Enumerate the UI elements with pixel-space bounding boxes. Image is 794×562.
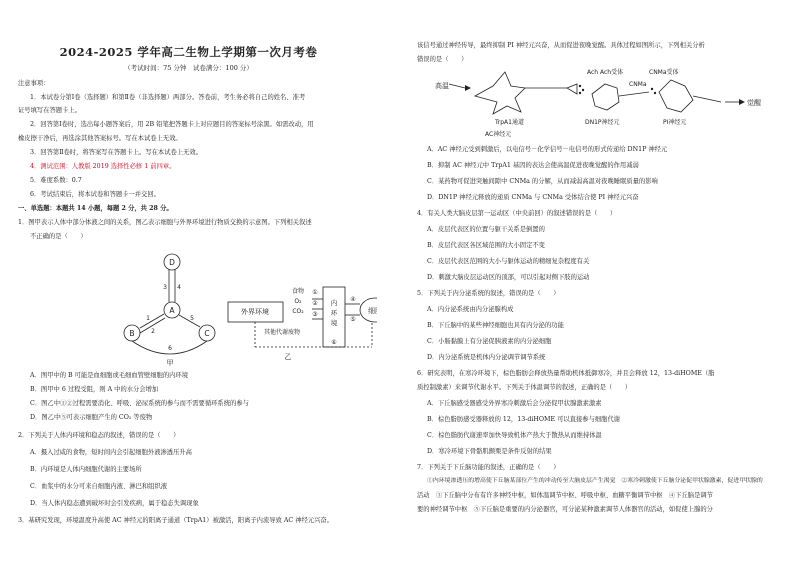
q6-option-d: D．寒冷环境下骨骼肌颤栗是条件反射的结果 xyxy=(427,448,552,455)
q2-option-d: D．当人体内稳态遭到破坏时会引发疾病，属于稳态失调现象 xyxy=(30,500,199,507)
q3-stem-cont-2: 错误的是（ ） xyxy=(417,56,468,63)
high-temp-label: 高温 xyxy=(435,82,449,90)
wake-label: 觉醒 xyxy=(747,99,761,107)
q4-option-b: B．皮层代表区各区域范围的大小固定不变 xyxy=(427,242,545,249)
q3-stem-cont: 该信号通过神经传导，最终抑制 PI 神经元兴奋，从而促进夜晚觉醒。具体过程如图所示，下列相关分析 xyxy=(417,42,705,49)
pi-neuron-label: PI神经元 xyxy=(663,119,687,126)
left-column xyxy=(0,0,382,562)
q5-option-c: C．小肠黏膜上有分泌促胰液素的内分泌细胞 xyxy=(427,338,552,345)
circle-4: ④ xyxy=(350,296,356,303)
synapse-1 xyxy=(567,84,577,94)
inner-env-text-1: 内 xyxy=(330,299,338,307)
dn1p-neuron-label: DN1P神经元 xyxy=(585,119,620,126)
outer-env-text: 外界环境 xyxy=(241,308,269,316)
q3-option-c: C．某药物可促进突触间隙中 CNMa 的分解，从而减弱高温对夜晚睡眠质量的影响 xyxy=(427,178,658,185)
q3-option-b: B．抑制 AC 神经元中 TrpA1 基因的表达会使高温促进夜晚觉醒的作用减弱 xyxy=(427,162,639,169)
notes-heading: 注意事项： xyxy=(18,80,50,87)
edge-6: 6 xyxy=(168,345,172,352)
co2-label: CO₂ xyxy=(292,308,304,315)
note-2-cont: 橡皮擦干净后，再选涂其他答案标号。写在本试卷上无效。 xyxy=(18,135,182,142)
figure-jia-label: 甲 xyxy=(166,359,174,367)
note-5: 5．难度系数：0.7 xyxy=(30,177,82,184)
label-d: D xyxy=(169,258,175,267)
ac-neuron-label: AC神经元 xyxy=(485,131,512,138)
page-title: 2024-2025 学年高二生物上学期第一次月考卷 xyxy=(59,45,318,59)
figure-2 xyxy=(427,66,767,140)
q1-option-a: A．图甲中的 B 可能是血细胞或毛细血管壁细胞的内环境 xyxy=(30,372,189,379)
o2-label: O₂ xyxy=(294,298,302,305)
q1-option-c: C．图乙中①②过程需要消化、呼吸、泌尿系统的参与而不需要循环系统的参与 xyxy=(30,400,249,407)
q1-option-d: D．图乙中⑤可表示细胞产生的 CO₂ 等废物 xyxy=(30,414,153,421)
ach-receptor-label: Ach Ach受体 xyxy=(587,69,624,76)
q3-stem: 3．基研究发现，环境温度升高使 AC 神经元的阳离子通道（TrpA1）被激活，阳离子内流导致 AC 神经元兴奋。 xyxy=(18,517,334,524)
q6-option-a: A．下丘脑感受器感受外界寒冷刺激后会分泌促甲状腺激素激素 xyxy=(427,400,602,407)
note-2: 2．回答第Ⅰ卷时，选出每小题答案后，用 2B 铅笔把答题卡上对应题目的答案标号涂黑。如需改动，用 xyxy=(30,121,314,128)
exam-info: （考试时间：75 分钟 试卷满分：100 分） xyxy=(124,64,253,72)
q1-stem-cont: 不正确的是（ ） xyxy=(30,233,87,240)
note-1: 1．本试卷分第Ⅰ卷（选择题）和第Ⅱ卷（非选择题）两部分。答卷前，考生务必将自己的姓名、准考 xyxy=(30,94,306,101)
label-b: B xyxy=(129,329,135,338)
q6-option-b: B．棕色脂肪感受器释放的 12，13-diHOME 可以直接参与细胞代谢 xyxy=(427,416,621,423)
note-3: 3．回答第Ⅱ卷时，将答案写在答题卡上。写在本试卷上无效。 xyxy=(30,149,203,156)
q6-option-c: C．棕色脂肪代谢速率加快导致机体产热大于散热从而维持体温 xyxy=(427,432,602,439)
q2-option-b: B．内环境是人体内细胞代谢的主要场所 xyxy=(30,466,142,473)
cell-text: 细胞 xyxy=(368,307,382,315)
q5-option-b: B．下丘脑中的某些神经细胞也具有内分泌的功能 xyxy=(427,322,564,329)
note-1-cont: 证号填写在答题卡上。 xyxy=(18,107,81,114)
q7-item-line-1: ①内环境渗透压的增高使下丘脑某部位产生的冲动传至大脑皮层产生渴觉 ②寒冷刺激使下丘脑分泌促甲状腺激素，促进甲状腺的 xyxy=(427,478,763,484)
q1-stem: 1．图甲表示人体中部分体液之间的关系，图乙表示细胞与外界环境进行物质交换的示意图。下列相关叙述 xyxy=(18,219,312,226)
edge-2: 2 xyxy=(151,328,155,335)
inner-env-text-2: 环 xyxy=(330,309,338,317)
ac-neuron-shape xyxy=(475,72,525,114)
figure-yi-label: 乙 xyxy=(284,353,292,361)
q4-option-c: C．皮层代表区范围的大小与躯体运动的精细复杂程度有关 xyxy=(427,258,590,265)
q1-option-b: B．图甲中 6 过程受阻，则 A 中的水分会增加 xyxy=(30,386,159,393)
q3-option-d: D．DN1P 神经元释放的递质 CNMa 与 CNMa 受体结合使 PI 神经元兴奋 xyxy=(427,194,639,201)
circle-1: ① xyxy=(312,289,318,296)
circle-6: ⑥ xyxy=(331,339,337,346)
dn1p-neuron-shape xyxy=(592,84,619,110)
label-a: A xyxy=(169,306,175,315)
edge-3: 3 xyxy=(163,284,167,291)
q2-stem: 2．下列关于人体内环境和稳态的叙述，错误的是（ ） xyxy=(18,432,180,439)
pi-neuron-shape xyxy=(659,80,693,112)
q2-option-a: A．摄入过咸的食物，短时间内会引起细胞外液渗透压升高 xyxy=(30,449,192,456)
q7-item-line-2: 活动 ③下丘脑中分布有许多神经中枢，如体温调节中枢、呼吸中枢、血糖平衡调节中枢 ④下丘脑是调节 xyxy=(417,492,713,499)
edge-1: 1 xyxy=(146,315,150,322)
inner-env-text-3: 境 xyxy=(330,319,338,327)
circle-2: ② xyxy=(312,300,318,307)
q6-stem-cont: 质控制激素）来调节代谢水平。下列关于体温调节的叙述，正确的是（ ） xyxy=(417,384,632,391)
edge-5: 5 xyxy=(190,315,194,322)
note-6: 6．考试结束后，将本试卷和答题卡一并交回。 xyxy=(30,191,160,198)
q7-item-line-3: 要的神经调节中枢 ⑤下丘脑是重要的内分泌器官，可分泌某种激素调节人体器官的活动，如促使上腺的分 xyxy=(417,506,713,513)
q3-option-a: A．AC 神经元受到刺激后，以电信号－化学信号－电信号的形式传递给 DN1P 神经元 xyxy=(427,146,668,153)
right-column xyxy=(417,0,794,562)
q4-stem: 4．有关人类大脑皮层第一运动区（中央前回）的叙述错误的是（ ） xyxy=(417,210,617,217)
q5-option-a: A．内分泌系统由内分泌腺构成 xyxy=(427,306,514,313)
q6-stem: 6．研究表明，在寒冷环境下，棕色脂肪会释放热量帮助机体抵御寒冷，并且会释放 12，13-diHOME（脂 xyxy=(417,370,715,377)
q7-stem: 7．下列关于下丘脑功能的叙述，正确的是（ ） xyxy=(417,464,560,471)
circle-3: ③ xyxy=(312,311,318,318)
note-4: 4．测试范围：人教版 2019 选择性必修 1 前四章。 xyxy=(30,163,176,170)
circle-5: ⑤ xyxy=(350,316,356,323)
edge-4: 4 xyxy=(177,284,181,291)
food-label: 食物 xyxy=(291,288,305,295)
trpa1-label: TrpA1通道 xyxy=(495,119,524,126)
cnma-receptor-label: CNMa受体 xyxy=(649,69,679,76)
q2-option-c: C．血浆中的水分可来自细胞内液、淋巴和组织液 xyxy=(30,483,168,490)
cnma-label: CNMa xyxy=(629,81,647,88)
q4-option-d: D．刺激大脑皮层运动区的顶部，可以引起对侧下肢的运动 xyxy=(427,274,590,281)
q5-option-d: D．内分泌系统是机体内分泌调节调节系统 xyxy=(427,354,546,361)
figure-1 xyxy=(110,247,382,372)
inner-env-box xyxy=(323,287,345,347)
other-waste-label: 其他代谢废物 xyxy=(263,329,301,336)
label-c: C xyxy=(204,329,210,338)
q5-stem: 5．下列关于内分泌系统的叙述，错误的是（ ） xyxy=(417,290,560,297)
q4-option-a: A．皮层代表区的位置与躯干关系是倒置的 xyxy=(427,226,545,233)
section-heading: 一、单选题：本题共 14 小题，每题 2 分，共 28 分。 xyxy=(18,205,173,212)
